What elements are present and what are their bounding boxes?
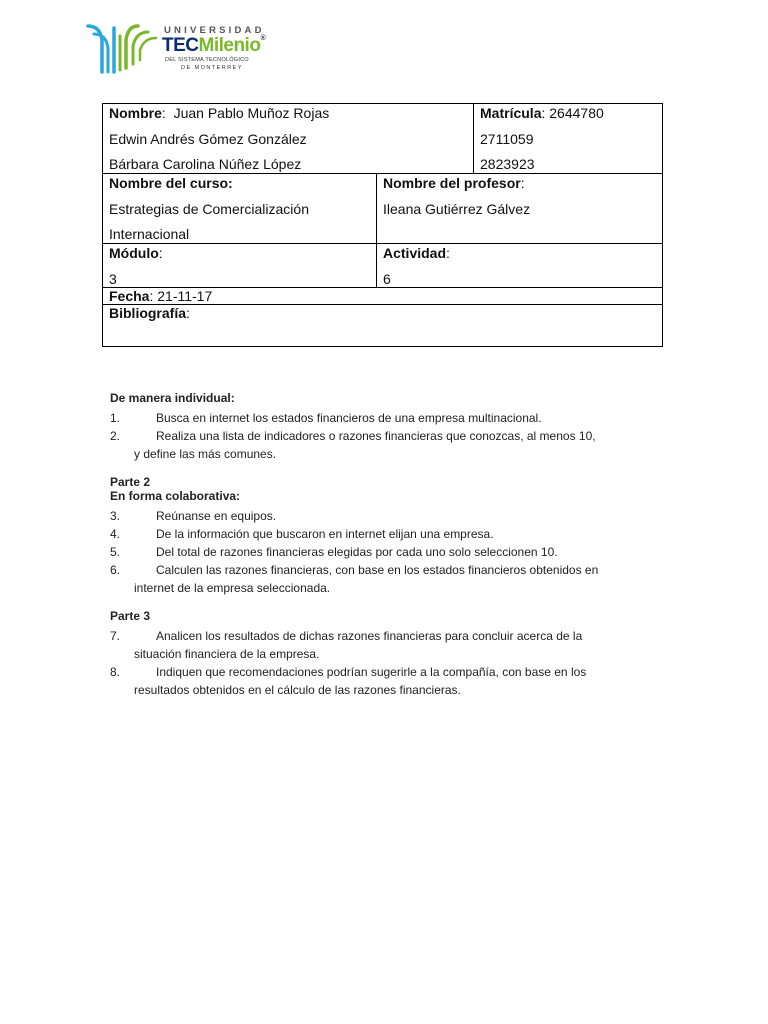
item-text: De la información que buscaron en internet elijan una empresa. [156, 527, 494, 541]
logo-university-text: UNIVERSIDAD [164, 25, 265, 36]
matricula-sep: : [541, 105, 550, 121]
profesor-label: Nombre del profesor [383, 175, 521, 191]
bibliografia-sep: : [186, 304, 190, 321]
modulo-label-line [109, 244, 370, 270]
actividad-value: 6 [383, 270, 391, 287]
logo-brand [162, 35, 265, 57]
item-number: 3. [110, 509, 121, 523]
item-text: Reúnanse en equipos. [156, 509, 277, 523]
modulo-cell [103, 244, 377, 288]
nombre-label: Nombre [109, 105, 162, 121]
section-parte2-subtitle: En forma colaborativa: [110, 489, 241, 503]
curso-label-line [109, 174, 370, 200]
profesor-sep: : [520, 175, 525, 191]
list-item [110, 427, 670, 445]
profesor-label-line [383, 174, 656, 200]
item-text: Busca en internet los estados financieros de una empresa multinacional. [156, 411, 542, 425]
curso-cell [103, 174, 377, 244]
modulo-sep: : [158, 245, 163, 261]
bibliografia-row [103, 304, 663, 346]
fecha-line [109, 288, 656, 304]
list-item [110, 409, 670, 427]
list-item [110, 627, 670, 645]
section-parte2-title: Parte 2 [110, 475, 151, 489]
actividad-cell [377, 244, 663, 288]
item-text: Realiza una lista de indicadores o razones financieras que conozcas, al menos 10, [156, 429, 596, 443]
item-text-continued: internet de la empresa seleccionada. [134, 581, 331, 595]
item-text: Calculen las razones financieras, con base en los estados financieros obtenidos en [156, 563, 599, 577]
bibliografia-cell [103, 304, 663, 346]
matricula-1: 2644780 [549, 105, 604, 121]
item-number: 2. [110, 429, 121, 443]
actividad-sep: : [446, 245, 450, 261]
item-number: 6. [110, 563, 121, 577]
modulo-value: 3 [109, 270, 117, 287]
item-number: 7. [110, 629, 121, 643]
item-number: 5. [110, 545, 121, 559]
nombre-line [109, 104, 467, 130]
bibliografia-line [109, 305, 656, 321]
names-row [103, 104, 663, 174]
item-text: Indiquen que recomendaciones podrían sugerirle a la compañía, con base en los [156, 665, 587, 679]
nombre-sep: : [161, 105, 174, 121]
matricula-3: 2823923 [480, 156, 535, 172]
fecha-label: Fecha [109, 287, 150, 304]
info-table [102, 103, 663, 347]
logo-subtitle-2: DE MONTERREY [181, 65, 243, 71]
fecha-sep: : [149, 287, 158, 304]
profesor-cell [377, 174, 663, 244]
item-text: Analicen los resultados de dichas razones financieras para concluir acerca de la [156, 629, 583, 643]
student-name-2: Edwin Andrés Gómez González [109, 130, 307, 147]
fecha-cell [103, 287, 663, 304]
matricula-line [480, 104, 656, 130]
section-individual-title: De manera individual: [110, 391, 235, 405]
names-cell [103, 104, 474, 174]
section-parte3-title: Parte 3 [110, 609, 151, 623]
university-logo [86, 22, 276, 78]
instructions [110, 391, 670, 699]
logo-tec: TEC [162, 35, 199, 56]
item-number: 4. [110, 527, 121, 541]
list-item [110, 561, 670, 579]
tecmilenio-emblem-icon [86, 22, 158, 76]
profesor-name: Ileana Gutiérrez Gálvez [383, 200, 531, 217]
logo-registered: ® [260, 35, 266, 42]
matricula-2: 2711059 [480, 130, 534, 147]
item-number: 8. [110, 665, 121, 679]
actividad-label-line [383, 244, 656, 270]
fecha-value: 21-11-17 [157, 287, 213, 304]
item-text-continued: resultados obtenidos en el cálculo de las razones financieras. [134, 683, 461, 697]
matricula-cell [474, 104, 663, 174]
bibliografia-label: Bibliografía [109, 304, 187, 321]
list-item [110, 663, 670, 681]
student-name-1: Juan Pablo Muñoz Rojas [173, 105, 330, 121]
item-text: Del total de razones financieras elegidas por cada uno solo seleccionen 10. [156, 545, 558, 559]
module-row [103, 244, 663, 288]
actividad-label: Actividad [383, 245, 447, 261]
matricula-label: Matrícula [480, 105, 542, 121]
student-name-3: Bárbara Carolina Núñez López [109, 156, 302, 172]
logo-subtitle-1: DEL SISTEMA TECNOLÓGICO [165, 57, 249, 63]
curso-name-2: Internacional [109, 226, 190, 242]
list-item [110, 507, 670, 525]
list-item [110, 525, 670, 543]
item-text-continued: y define las más comunes. [134, 447, 277, 461]
item-text-continued: situación financiera de la empresa. [134, 647, 320, 661]
list-item [110, 543, 670, 561]
fecha-row [103, 287, 663, 304]
curso-label: Nombre del curso: [109, 175, 233, 191]
course-row [103, 174, 663, 244]
logo-milenio: Milenio [198, 35, 261, 56]
item-number: 1. [110, 411, 121, 425]
modulo-label: Módulo [109, 245, 159, 261]
curso-name-1: Estrategias de Comercialización [109, 200, 309, 217]
